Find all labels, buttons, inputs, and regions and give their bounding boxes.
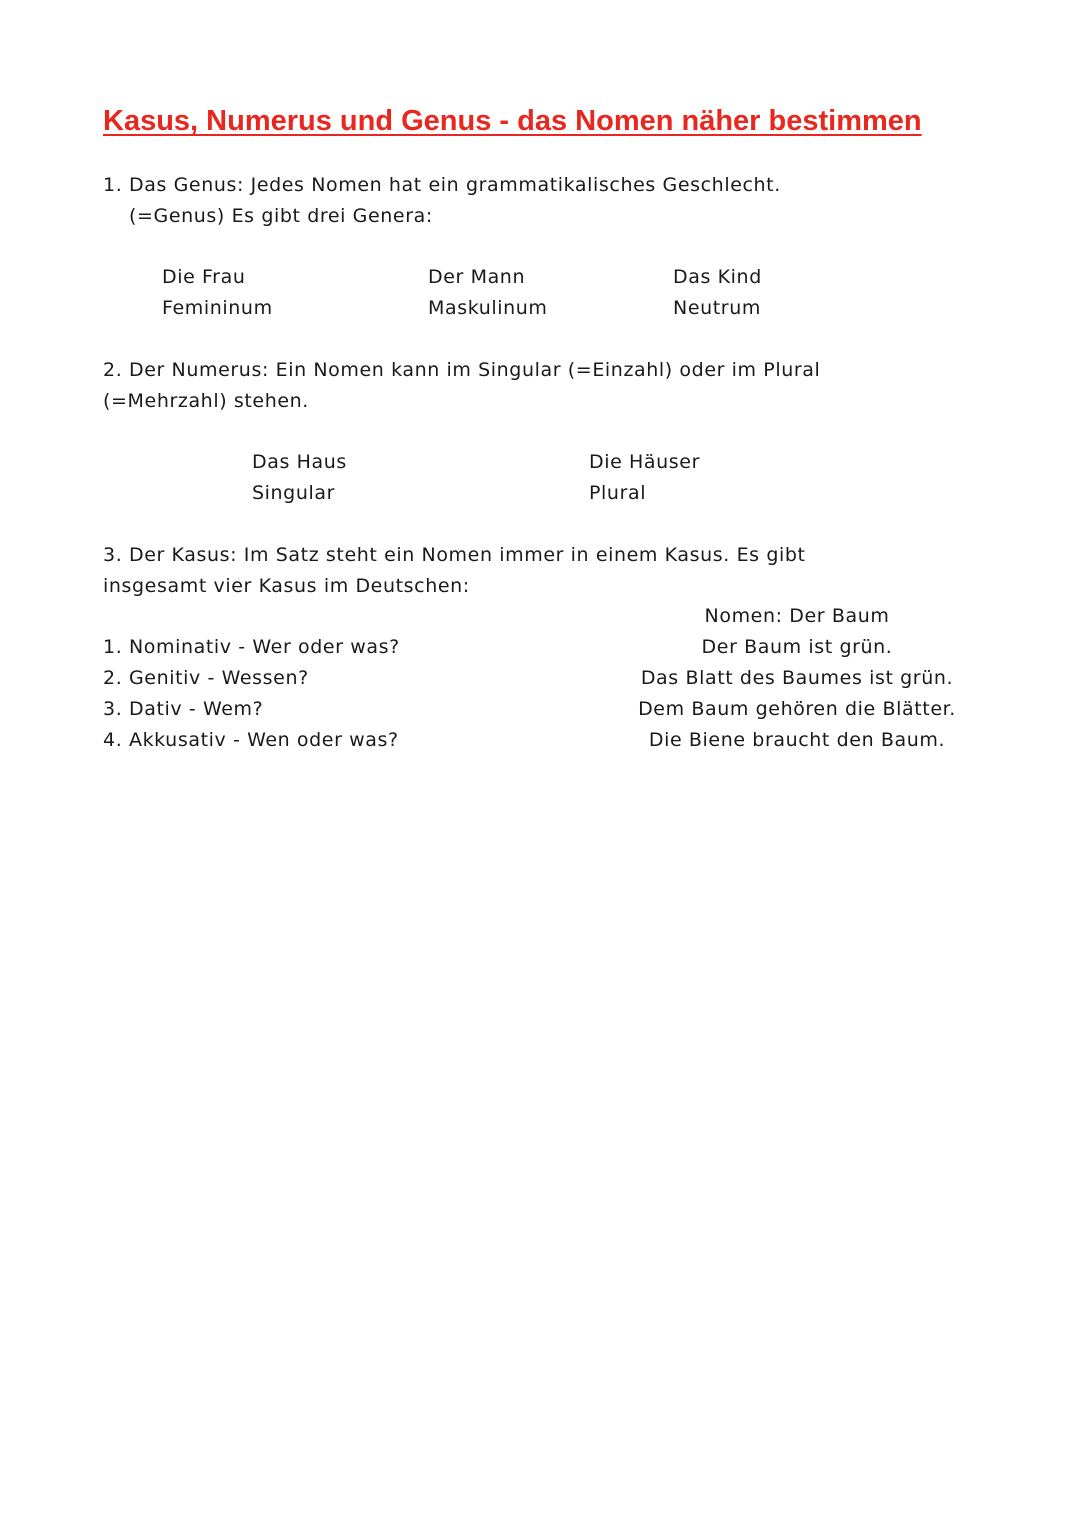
numerus-intro-line-1: 2. Der Numerus: Ein Nomen kann im Singular (=Einzahl) oder im Plural [103, 359, 821, 381]
example-sentence-nominativ: Der Baum ist grün. [701, 636, 893, 658]
example-sentence-dativ: Dem Baum gehören die Blätter. [638, 698, 956, 720]
example-heading: Nomen: Der Baum [704, 605, 890, 627]
genus-example-masculine [428, 262, 548, 324]
case-item-genitiv: 2. Genitiv - Wessen? [103, 667, 309, 689]
example-noun: Die Häuser [589, 451, 701, 473]
genus-intro-line-1: 1. Das Genus: Jedes Nomen hat ein grammatikalisches Geschlecht. [103, 174, 781, 196]
case-item-dativ: 3. Dativ - Wem? [103, 698, 264, 720]
numerus-example-singular [252, 447, 347, 509]
kasus-intro-line-1: 3. Der Kasus: Im Satz steht ein Nomen immer in einem Kasus. Es gibt [103, 544, 806, 566]
case-item-akkusativ: 4. Akkusativ - Wen oder was? [103, 729, 399, 751]
example-noun: Die Frau [162, 266, 246, 288]
example-label: Femininum [162, 297, 273, 319]
example-sentence-genitiv: Das Blatt des Baumes ist grün. [640, 667, 954, 689]
example-noun: Das Haus [252, 451, 347, 473]
example-noun: Das Kind [673, 266, 762, 288]
numerus-example-plural [589, 447, 700, 509]
case-list [103, 632, 400, 756]
genus-example-neuter [673, 262, 762, 324]
example-label: Maskulinum [428, 297, 548, 319]
kasus-intro-line-2: insgesamt vier Kasus im Deutschen: [103, 575, 470, 597]
example-label: Neutrum [673, 297, 761, 319]
case-examples [612, 601, 982, 756]
case-item-nominativ: 1. Nominativ - Wer oder was? [103, 636, 400, 658]
genus-example-feminine [162, 262, 273, 324]
example-label: Plural [589, 482, 647, 504]
numerus-intro-line-2: (=Mehrzahl) stehen. [103, 390, 309, 412]
genus-intro-line-2: (=Genus) Es gibt drei Genera: [129, 205, 433, 227]
example-label: Singular [252, 482, 336, 504]
page-title: Kasus, Numerus und Genus - das Nomen näher bestimmen [103, 105, 922, 137]
example-noun: Der Mann [428, 266, 526, 288]
example-sentence-akkusativ: Die Biene braucht den Baum. [648, 729, 946, 751]
